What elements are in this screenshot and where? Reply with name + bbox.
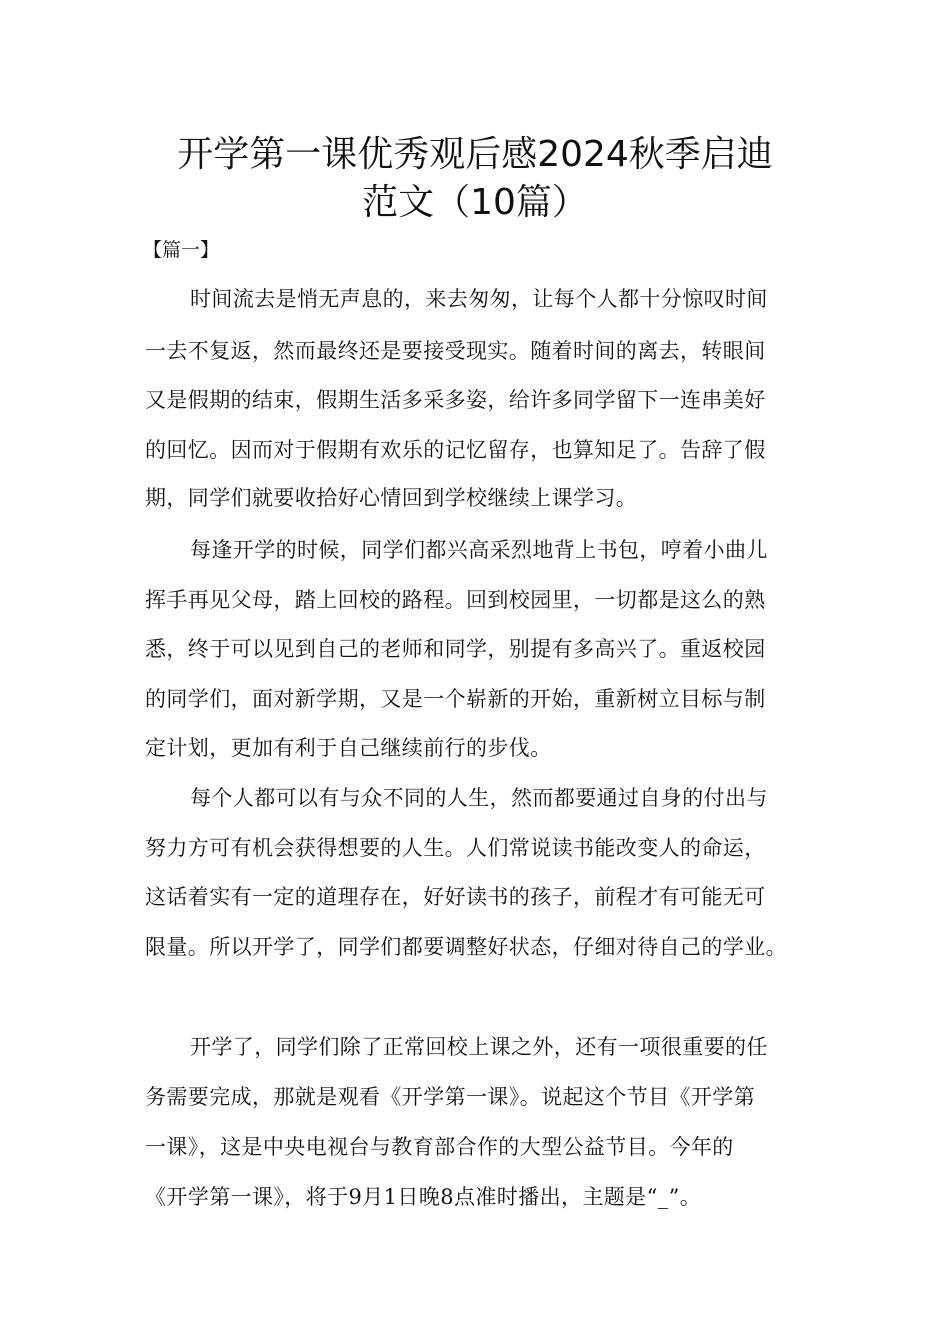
- paragraph-4-line: 一课》，这是中央电视台与教育部合作的大型公益节目。今年的: [145, 1135, 734, 1159]
- paragraph-4-line: 开学了，同学们除了正常回校上课之外，还有一项很重要的任: [190, 1035, 768, 1059]
- paragraph-3-line: 这话着实有一定的道理存在，好好读书的孩子，前程才有可能无可: [145, 885, 766, 909]
- paragraph-3-line: 每个人都可以有与众不同的人生，然而都要通过自身的付出与: [190, 786, 768, 810]
- paragraph-2-line: 悉，终于可以见到自己的老师和同学，别提有多高兴了。重返校园: [145, 637, 766, 661]
- document-title-line-1: 开学第一课优秀观后感2024秋季启迪: [177, 134, 773, 175]
- paragraph-2-line: 每逢开学的时候，同学们都兴高采烈地背上书包，哼着小曲儿: [190, 538, 768, 562]
- paragraph-1-line: 期，同学们就要收拾好心情回到学校继续上课学习。: [145, 486, 638, 510]
- paragraph-2-line: 挥手再见父母，踏上回校的路程。回到校园里，一切都是这么的熟: [145, 588, 766, 612]
- paragraph-4-line: 务需要完成，那就是观看《开学第一课》。说起这个节目《开学第: [145, 1085, 756, 1109]
- section-label: 【篇一】: [143, 239, 220, 261]
- document-title-line-2: 范文（10篇）: [362, 182, 588, 223]
- paragraph-3-line: 努力方可有机会获得想要的人生。人们常说读书能改变人的命运，: [145, 836, 766, 860]
- paragraph-1-line: 又是假期的结束，假期生活多采多姿，给许多同学留下一连串美好: [145, 388, 766, 412]
- paragraph-1-line: 一去不复返，然而最终还是要接受现实。随着时间的离去，转眼间: [145, 339, 766, 363]
- paragraph-3-line: 限量。所以开学了，同学们都要调整好状态，仔细对待自己的学业。: [145, 935, 787, 959]
- paragraph-2-line: 的同学们，面对新学期，又是一个崭新的开始，重新树立目标与制: [145, 687, 766, 711]
- paragraph-1-line: 的回忆。因而对于假期有欢乐的记忆留存，也算知足了。告辞了假: [145, 438, 766, 462]
- paragraph-1-line: 时间流去是悄无声息的，来去匆匆，让每个人都十分惊叹时间: [190, 287, 768, 311]
- paragraph-4-line: 《开学第一课》，将于9月1日晚8点准时播出，主题是“_”。: [145, 1185, 702, 1209]
- paragraph-2-line: 定计划，更加有利于自己继续前行的步伐。: [145, 736, 552, 760]
